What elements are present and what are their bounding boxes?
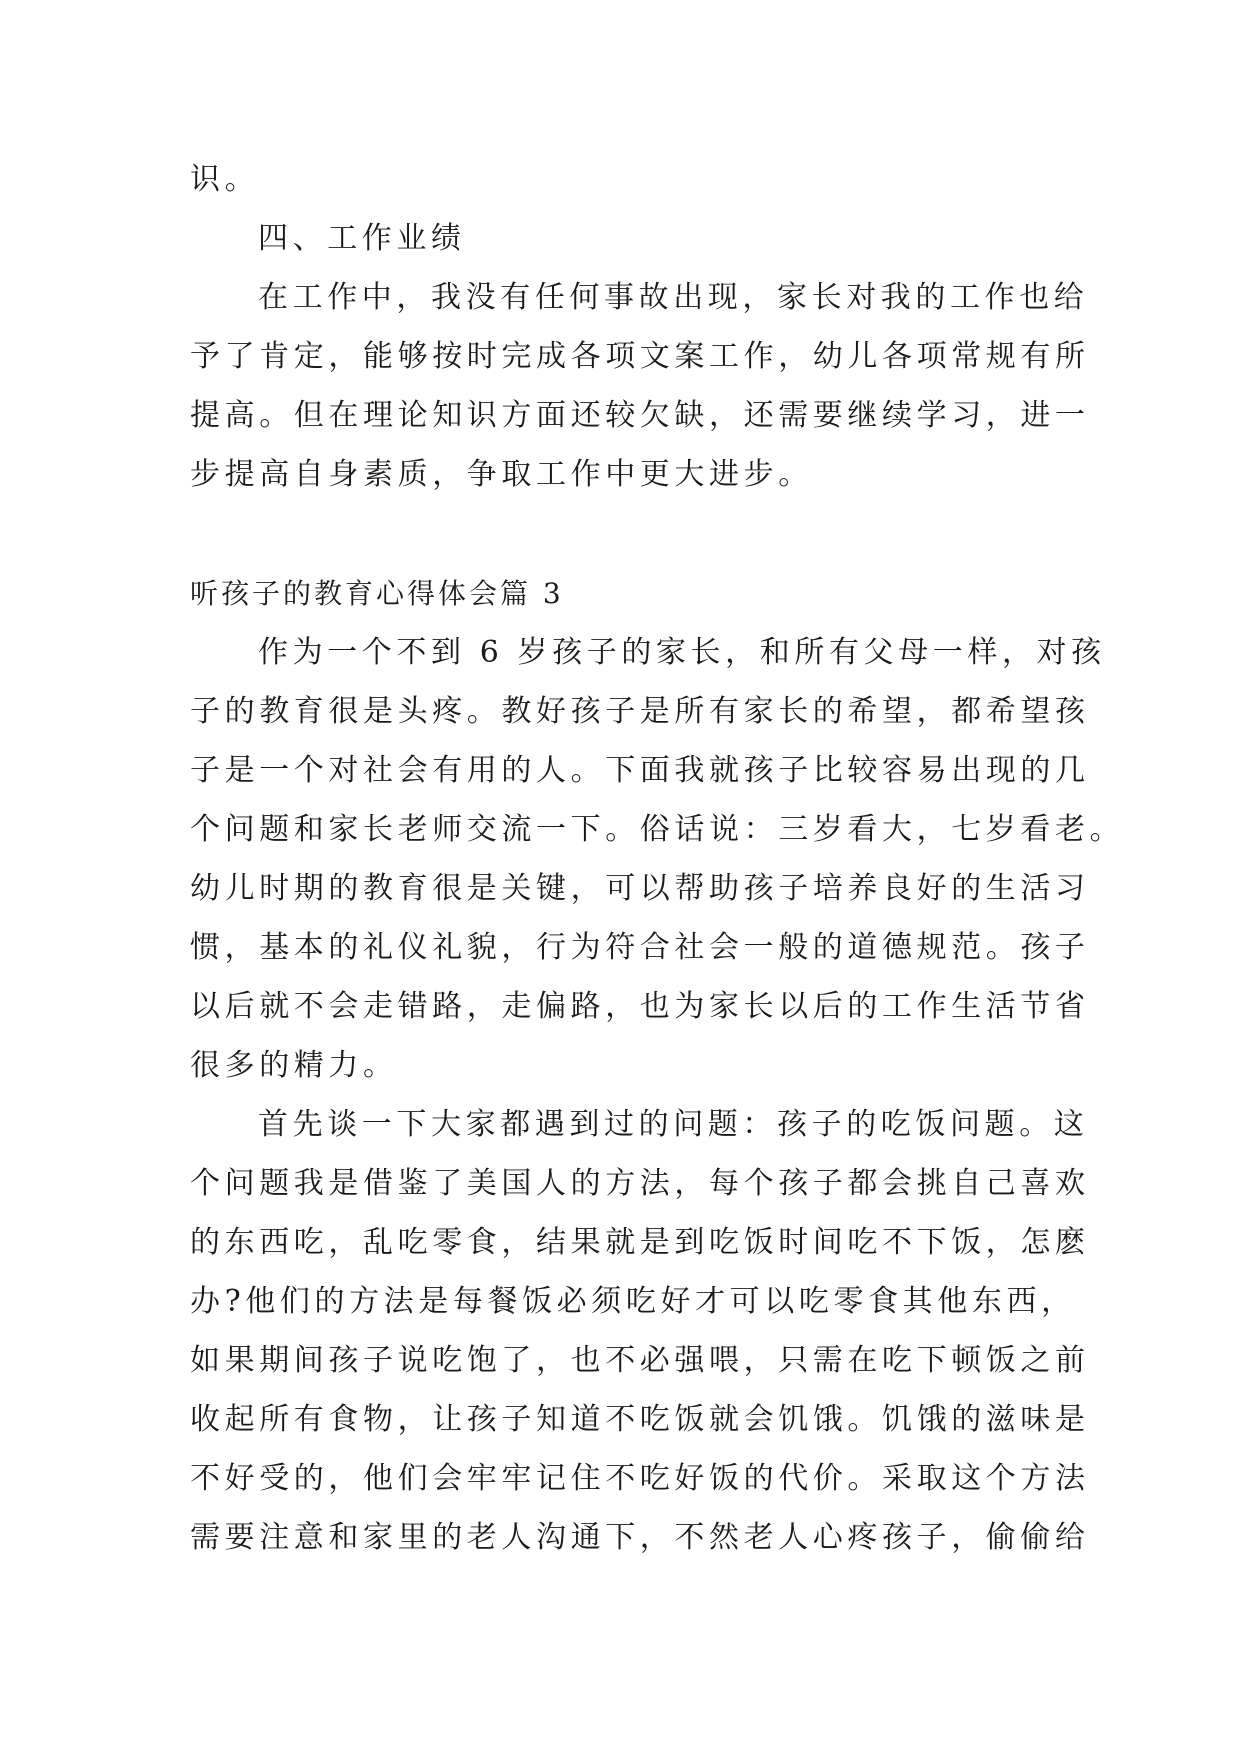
paragraph-line: 如果期间孩子说吃饱了，也不必强喂，只需在吃下顿饭之前 xyxy=(190,1343,1090,1378)
paragraph-line: 幼儿时期的教育很是关键，可以帮助孩子培养良好的生活习 xyxy=(190,871,1090,906)
paragraph-line: 识。 xyxy=(190,162,260,197)
paragraph-line: 以后就不会走错路，走偏路，也为家长以后的工作生活节省 xyxy=(190,989,1090,1024)
paragraph-line: 收起所有食物，让孩子知道不吃饭就会饥饿。饥饿的滋味是 xyxy=(190,1402,1090,1437)
paragraph-line: 在工作中，我没有任何事故出现，家长对我的工作也给 xyxy=(258,280,1089,315)
paragraph-line: 需要注意和家里的老人沟通下，不然老人心疼孩子，偷偷给 xyxy=(190,1520,1090,1555)
paragraph-line: 予了肯定，能够按时完成各项文案工作，幼儿各项常规有所 xyxy=(190,339,1090,374)
section-heading: 四、工作业绩 xyxy=(258,221,466,256)
paragraph-line: 首先谈一下大家都遇到过的问题：孩子的吃饭问题。这 xyxy=(258,1107,1089,1142)
paragraph-line: 个问题我是借鉴了美国人的方法，每个孩子都会挑自己喜欢 xyxy=(190,1166,1090,1201)
paragraph-line: 作为一个不到 6 岁孩子的家长，和所有父母一样，对孩 xyxy=(258,635,1106,670)
paragraph-line: 个问题和家长老师交流一下。俗话说：三岁看大，七岁看老。 xyxy=(190,812,1125,847)
paragraph-line: 子是一个对社会有用的人。下面我就孩子比较容易出现的几 xyxy=(190,753,1090,788)
article-title: 听孩子的教育心得体会篇 3 xyxy=(190,577,564,610)
paragraph-line: 办?他们的方法是每餐饭必须吃好才可以吃零食其他东西， xyxy=(190,1284,1076,1319)
paragraph-line: 子的教育很是头疼。教好孩子是所有家长的希望，都希望孩 xyxy=(190,694,1090,729)
paragraph-line: 提高。但在理论知识方面还较欠缺，还需要继续学习，进一 xyxy=(190,398,1090,433)
paragraph-line: 的东西吃，乱吃零食，结果就是到吃饭时间吃不下饭，怎麽 xyxy=(190,1225,1090,1260)
paragraph-line: 惯，基本的礼仪礼貌，行为符合社会一般的道德规范。孩子 xyxy=(190,930,1090,965)
paragraph-line: 很多的精力。 xyxy=(190,1048,398,1083)
document-body xyxy=(190,150,1125,1567)
paragraph-line: 步提高自身素质，争取工作中更大进步。 xyxy=(190,457,813,492)
paragraph-line: 不好受的，他们会牢牢记住不吃好饭的代价。采取这个方法 xyxy=(190,1461,1090,1496)
blank-gap xyxy=(190,504,1050,564)
